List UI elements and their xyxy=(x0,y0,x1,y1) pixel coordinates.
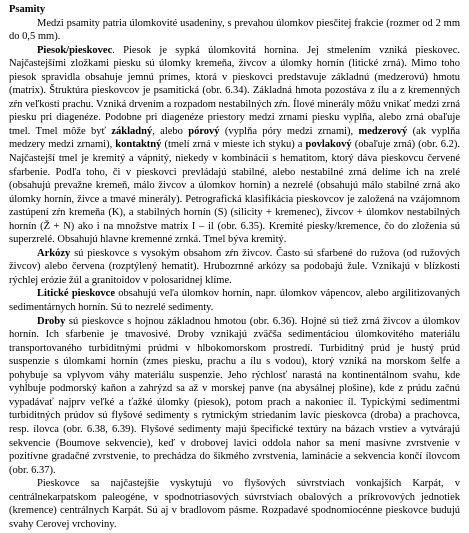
text-run: , alebo xyxy=(152,125,189,137)
text-run: Medzi psamity patria úlomkovité usadeniny, s prevahou úlomkov piesčitej frakcie (rozmer od 2 mm do 0,5 mm). xyxy=(9,17,460,43)
paragraph-droby xyxy=(9,315,460,478)
text-run: sú pieskovce s hojnou základnou hmotou (obr. 6.36). Hojné sú tiež zrná živcov a úlomkov hornín. Ich sfarbenie je tmavosivé. Droby vznikajú zväčša sedimentáciou úlomkovitého materiálu transportovaného turbiditnými prúdmi v hlbokomorskom prostredí. Turbiditný prúd je hustý prúd suspenzie s úlomkami hornín (zmes piesku, prachu a ílu s vodou), ktorý vzniká na morskom šelfe a pohybuje sa vplyvom váhy materiálu suspenzie. Jeho rýchlosť narastá na kontinentálnom svahu, kde vyhĺbuje podmorský kaňon a zahrýzd sa až v morskej panve (na abysálnej plošine), kde z prúdu začnú vypadávať najprv veľké a ťažké úlomky (piesok), potom prach a nakoniec íl. Typickými sedimentmi turbiditných prúdov sú flyšové sedimenty s rytmickým striedaním lavíc pieskovca (droba) a prachovca, resp. ílovca (obr. 6.38, 6.39). Flyšové sedimenty majú špecifické textúry na bázach vrstiev a vytvárajú sekvencie (Boumove sekvencie), keď v drobovej lavici oddola nahor sa mení masívne zvrstvenie v pozitívne gradačné zvrstvenie, to prechádza do šikmého zvrstvenia, laminácie a sekvencia končí ílovcom (obr. 6.37). xyxy=(9,315,460,476)
bold-term: povlakový xyxy=(305,139,352,151)
bold-term: pórový xyxy=(188,125,220,137)
section-title: Psamity xyxy=(9,4,46,15)
paragraph-intro xyxy=(9,17,460,44)
text-run: Pieskovce sa najčastejšie vyskytujú vo flyšových súvrstviach vonkajších Karpát, v centrálnekarpatskom paleogéne, v spodnotriasových súvrstviach obalových a príkrovových jednotiek (kremence) centrálnych Karpát. Sú aj v bradlovom pásme. Rozpadavé spodnomiocénne pieskovce budujú svahy Cerovej vrchoviny. xyxy=(9,478,460,530)
text-run: sú pieskovce s vysokým obsahom zŕn živcov. Často sú sfarbené do ružova (od ružových živcov) alebo červena (rozptýlený hematit). Hrubozrnné arkózy sa podobajú žule. Vznikajú v blízkosti rýchlej erózie žúl a granitoidov v polosaridnej klíme. xyxy=(9,247,460,286)
text-run: (tmelí zrná v mieste ich styku) a xyxy=(161,139,306,151)
bold-term: medzerový xyxy=(358,125,408,137)
text-run: . Piesok je sypká úlomkovitá hornina. Jej stmelením vzniká pieskovec. Najčastejšími zložkami piesku sú úlomky kremeňa, živcov a úlomky hornín (litické zrná). Mimo toho piesok spravidla obsahuje jemnú prímes, ktorá v pieskovci predstavuje základnú (medzerovú) hmotu (matrix). Štruktúra pieskovcov je psamitická (obr. 6.34). Základná hmota pozostáva z ílu a z kremenných zŕn veľkosti prachu. Vzniká drvením a rozpadom nestabilných zŕn. Ílové minerály môžu vnikať medzi zrná piesku pri diagenéze. Podobne pri diagenéze priestory medzi zrnami piesku vyplňa, alebo zrná obaľuje tmel. Tmel môže byť xyxy=(9,44,460,137)
bold-term: Droby xyxy=(37,315,66,327)
paragraph-piesok-pieskovec xyxy=(9,44,460,247)
paragraph-arkozy xyxy=(9,247,460,288)
bold-term: Arkózy xyxy=(37,247,71,259)
paragraph-karpaty xyxy=(9,477,460,531)
text-run: (ak vyplňa medzery medzi zrnami), xyxy=(9,125,460,151)
text-run: (obaľuje zrná) (obr. 6.2). Najčastejší tmel je kremitý a vápnitý, niekedy v kombinácii s hematitom, ktorý dáva pieskovcu červené sfarbenie. Podľa toho, či v pieskovci prevládajú stabilné, alebo nestabilné zrná delíme ich na zrelé (obsahujú prevažne kremeň, málo živcov a úlomkov hornín) a nezrelé (obsahujú málo stabilné zrná ako úlomky hornín, živce a tmavé minerály). Petrografická klasifikácia pieskovcov je založená na vzájomnom zastúpení zŕn kremeňa (K), a stabilných hornín (S) (silicity + kremenec), živcov + úlomkov nestabilných hornín (Ž + N) ako i na množstve matrix I – il (obr. 6.35). Kremité piesky/kremence, čo do zloženia sú superzrelé. Obsahujú hlavne kremenné zrnká. Tmel býva kremitý. xyxy=(9,139,461,246)
bold-term: základný xyxy=(111,125,153,137)
bold-term: Piesok/pieskovec xyxy=(37,44,113,56)
bold-term: kontaktný xyxy=(115,139,162,151)
text-run: (vyplňa póry medzi zrnami), xyxy=(219,125,359,137)
bold-term: Litické pieskovce xyxy=(37,288,115,300)
paragraph-liticke-pieskovce xyxy=(9,287,460,314)
text-run: obsahujú veľa úlomkov hornín, napr. úlomkov vápencov, alebo argilitizovaných sedimentárnych hornín. Sú to nezrelé sedimenty. xyxy=(9,288,460,314)
